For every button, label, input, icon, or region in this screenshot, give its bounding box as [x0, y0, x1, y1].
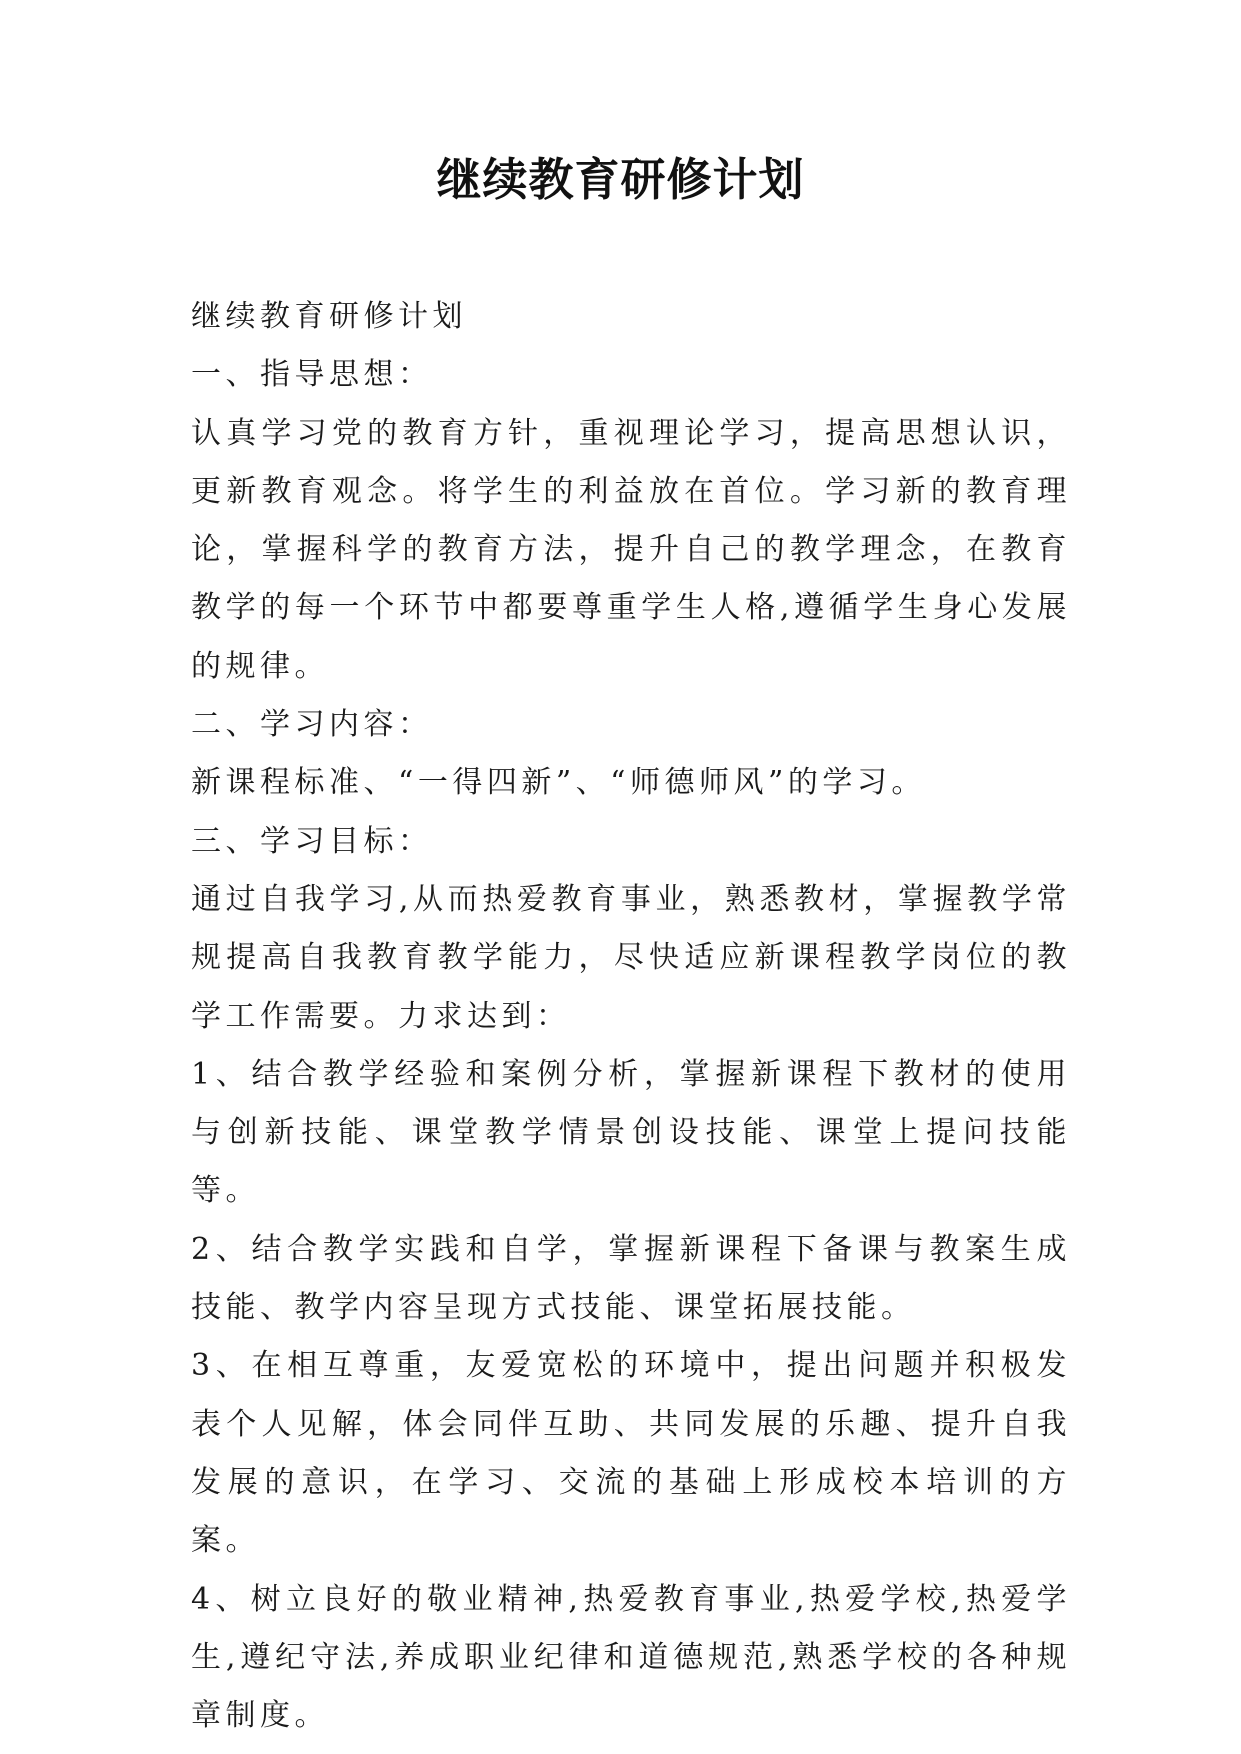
document-title: 继续教育研修计划	[436, 153, 805, 206]
list-item-goal-1: 1、结合教学经验和案例分析，掌握新课程下教材的使用与创新技能、课堂教学情景创设技能、课堂上提问技能等。	[191, 1056, 1071, 1209]
list-item-goal-2: 2、结合教学实践和自学，掌握新课程下备课与教案生成技能、教学内容呈现方式技能、课堂拓展技能。	[191, 1231, 1071, 1326]
section-heading-learning-content: 二、学习内容：	[191, 707, 433, 743]
list-item-goal-4: 4、树立良好的敬业精神,热爱教育事业,热爱学校,热爱学生,遵纪守法,养成职业纪律和道德规范,熟悉学校的各种规章制度。	[191, 1581, 1071, 1734]
list-item-goal-3: 3、在相互尊重，友爱宽松的环境中，提出问题并积极发表个人见解，体会同伴互助、共同发展的乐趣、提升自我发展的意识，在学习、交流的基础上形成校本培训的方案。	[191, 1348, 1071, 1559]
document-body	[191, 288, 1071, 1745]
paragraph-guiding-ideology: 认真学习党的教育方针，重视理论学习，提高思想认识，更新教育观念。将学生的利益放在首位。学习新的教育理论，掌握科学的教育方法，提升自己的教学理念，在教育教学的每一个环节中都要尊重学生人格,遵循学生身心发展的规律。	[191, 415, 1071, 684]
section-heading-guiding-ideology: 一、指导思想：	[191, 357, 433, 393]
body-heading: 继续教育研修计划	[191, 299, 467, 334]
paragraph-learning-goals: 通过自我学习,从而热爱教育事业，熟悉教材，掌握教学常规提高自我教育教学能力，尽快适应新课程教学岗位的教学工作需要。力求达到：	[191, 881, 1071, 1034]
section-heading-learning-goals: 三、学习目标：	[191, 823, 433, 859]
paragraph-learning-content: 新课程标准、“一得四新”、“师德师风”的学习。	[191, 765, 926, 801]
